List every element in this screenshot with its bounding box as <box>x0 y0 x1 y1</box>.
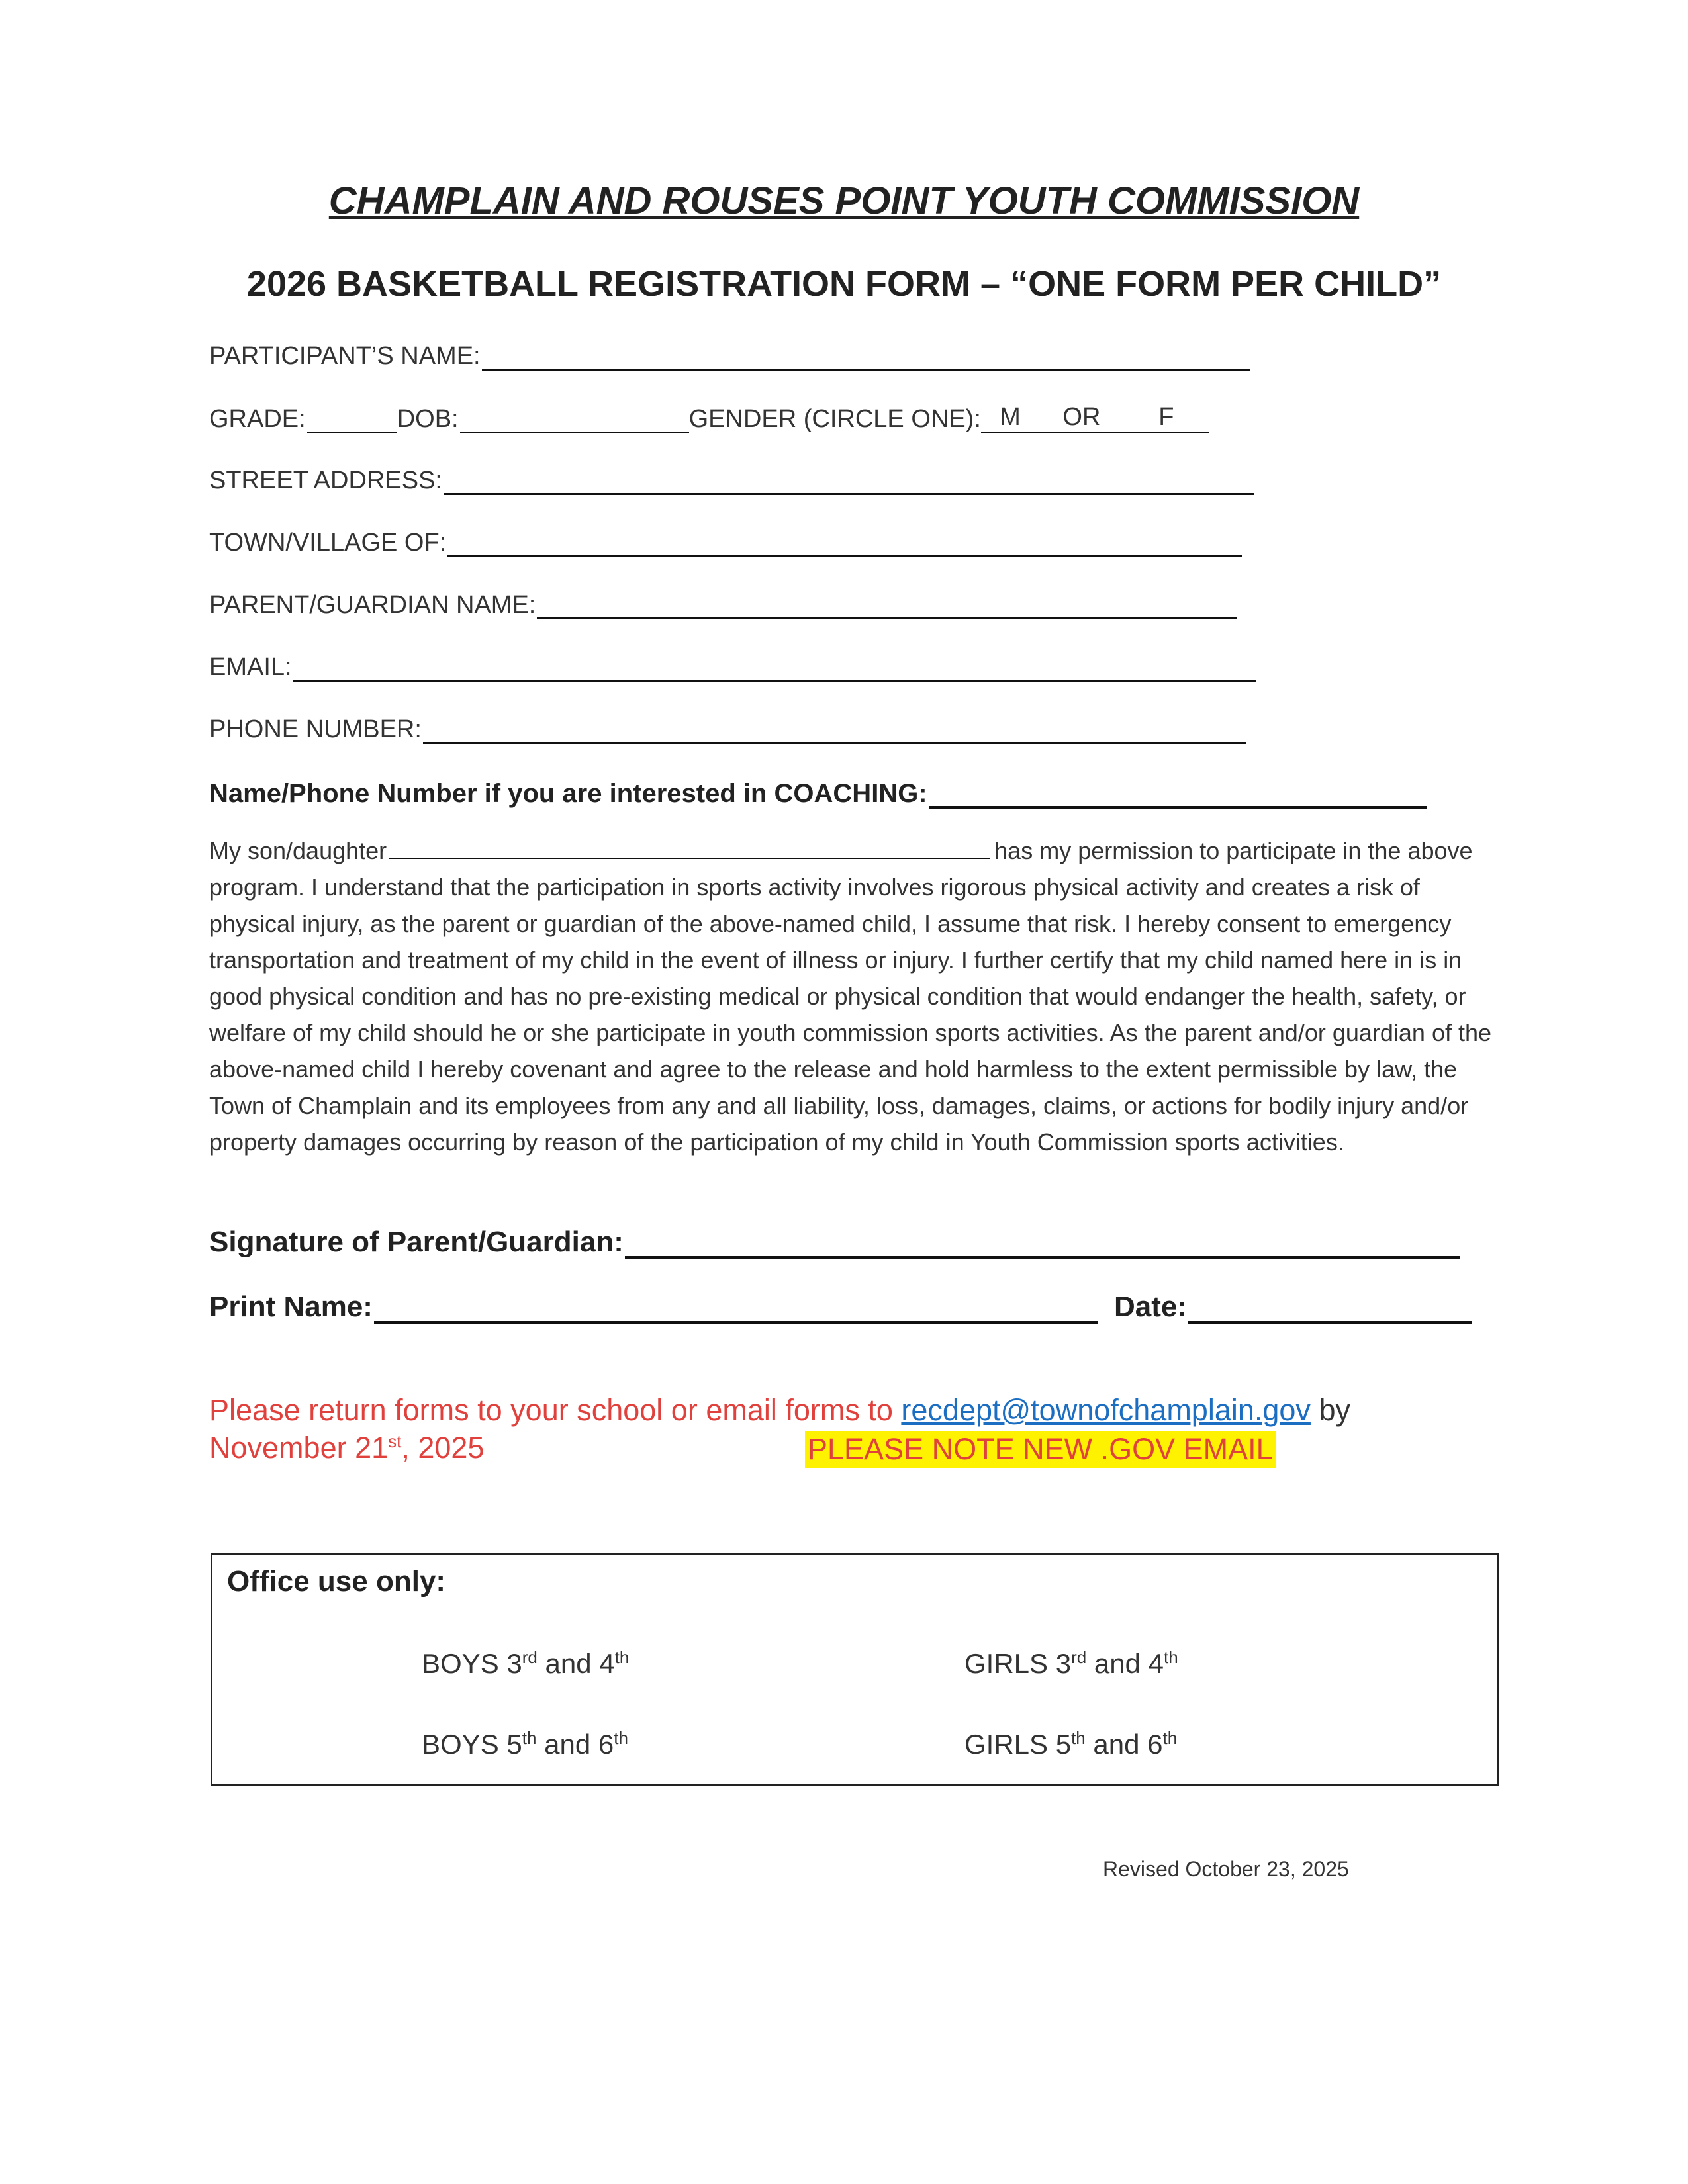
gender-or-text: OR <box>1062 403 1101 431</box>
street-address-label: STREET ADDRESS: <box>209 467 442 494</box>
waiver-paragraph <box>209 833 1507 1160</box>
participant-name-label: PARTICIPANT’S NAME: <box>209 342 481 370</box>
return-instructions <box>209 1390 1533 1431</box>
return-deadline <box>209 1431 485 1465</box>
email-row <box>209 649 1256 682</box>
dob-input[interactable] <box>460 405 689 433</box>
waiver-body: above program. I understand that the participation in sports activity involves rigorous physical activity and creates a risk of physical injury, as the parent or guardian of the above-named child, I assume that risk. I hereby consent to emergency transportation and treatment of my child in the event of illness or injury. I further certify that my child named here in is in good physical condition and has no pre-existing medical or physical condition that would endanger the health, safety, or welfare of my child should he or she participate in youth commission sports activities. As the parent and/or guardian of the above-named child I hereby covenant and agree to the release and hold harmless to the extent permissible by law, the Town of Champlain and its employees from any and all liability, loss, damages, claims, or actions for bodily injury and/or property damages occurring by reason of the participation of my child in Youth Commission sports activities. <box>209 837 1492 1156</box>
signature-label: Signature of Parent/Guardian: <box>209 1226 624 1258</box>
dob-label: DOB: <box>397 405 459 433</box>
gender-m-option[interactable]: M <box>1000 403 1021 431</box>
date-label: Date: <box>1113 1291 1187 1323</box>
office-girls-3-4: GIRLS 3rd and 4th <box>964 1647 1178 1679</box>
print-name-input[interactable] <box>374 1291 1098 1324</box>
office-use-title: Office use only: <box>227 1565 446 1598</box>
parent-name-row <box>209 586 1237 619</box>
parent-name-input[interactable] <box>537 591 1237 619</box>
coaching-label: Name/Phone Number if you are interested in COACHING: <box>209 779 927 808</box>
phone-label: PHONE NUMBER: <box>209 715 422 743</box>
deadline-main: November 21 <box>209 1431 389 1465</box>
print-name-label: Print Name: <box>209 1291 373 1323</box>
town-village-input[interactable] <box>447 529 1242 557</box>
date-input[interactable] <box>1188 1291 1472 1324</box>
gov-email-notice: PLEASE NOTE NEW .GOV EMAIL <box>805 1431 1276 1468</box>
return-email-link[interactable]: recdept@townofchamplain.gov <box>901 1393 1311 1427</box>
coaching-input[interactable] <box>929 777 1427 809</box>
child-name-input[interactable] <box>389 838 990 859</box>
town-village-label: TOWN/VILLAGE OF: <box>209 529 447 557</box>
print-name-date-row <box>209 1284 1472 1324</box>
form-subtitle: 2026 BASKETBALL REGISTRATION FORM – “ONE FORM PER CHILD” <box>246 264 1442 304</box>
return-by: by <box>1319 1393 1350 1427</box>
email-label: EMAIL: <box>209 653 292 681</box>
email-input[interactable] <box>293 653 1256 682</box>
phone-row <box>209 711 1246 744</box>
gender-f-option[interactable]: F <box>1158 403 1174 431</box>
grade-dob-gender-row <box>209 400 1209 433</box>
waiver-lead: My son/daughter <box>209 837 387 864</box>
grade-input[interactable] <box>307 405 397 433</box>
street-address-input[interactable] <box>444 467 1254 495</box>
waiver-after-blank: has my permission to participate in the <box>994 837 1401 864</box>
town-village-row <box>209 524 1242 557</box>
deadline-suffix: st <box>388 1432 402 1451</box>
phone-input[interactable] <box>423 715 1246 744</box>
return-lead: Please return forms to your school or email forms to <box>209 1393 893 1427</box>
page-title: CHAMPLAIN AND ROUSES POINT YOUTH COMMISSION <box>328 179 1360 222</box>
office-boys-3-4: BOYS 3rd and 4th <box>422 1647 630 1679</box>
signature-input[interactable] <box>625 1226 1460 1259</box>
deadline-year: , 2025 <box>401 1431 485 1465</box>
street-address-row <box>209 462 1254 495</box>
parent-name-label: PARENT/GUARDIAN NAME: <box>209 591 536 619</box>
office-girls-5-6: GIRLS 5th and 6th <box>964 1728 1178 1760</box>
participant-name-input[interactable] <box>482 342 1250 371</box>
gender-choice[interactable] <box>981 402 1209 433</box>
office-use-box <box>211 1553 1499 1786</box>
revision-date: Revised October 23, 2025 <box>1103 1857 1349 1881</box>
participant-name-row <box>209 338 1250 371</box>
grade-label: GRADE: <box>209 405 306 433</box>
signature-row <box>209 1219 1460 1259</box>
coaching-row <box>209 774 1427 809</box>
gender-label: GENDER (CIRCLE ONE): <box>688 405 981 433</box>
office-boys-5-6: BOYS 5th and 6th <box>422 1728 628 1760</box>
